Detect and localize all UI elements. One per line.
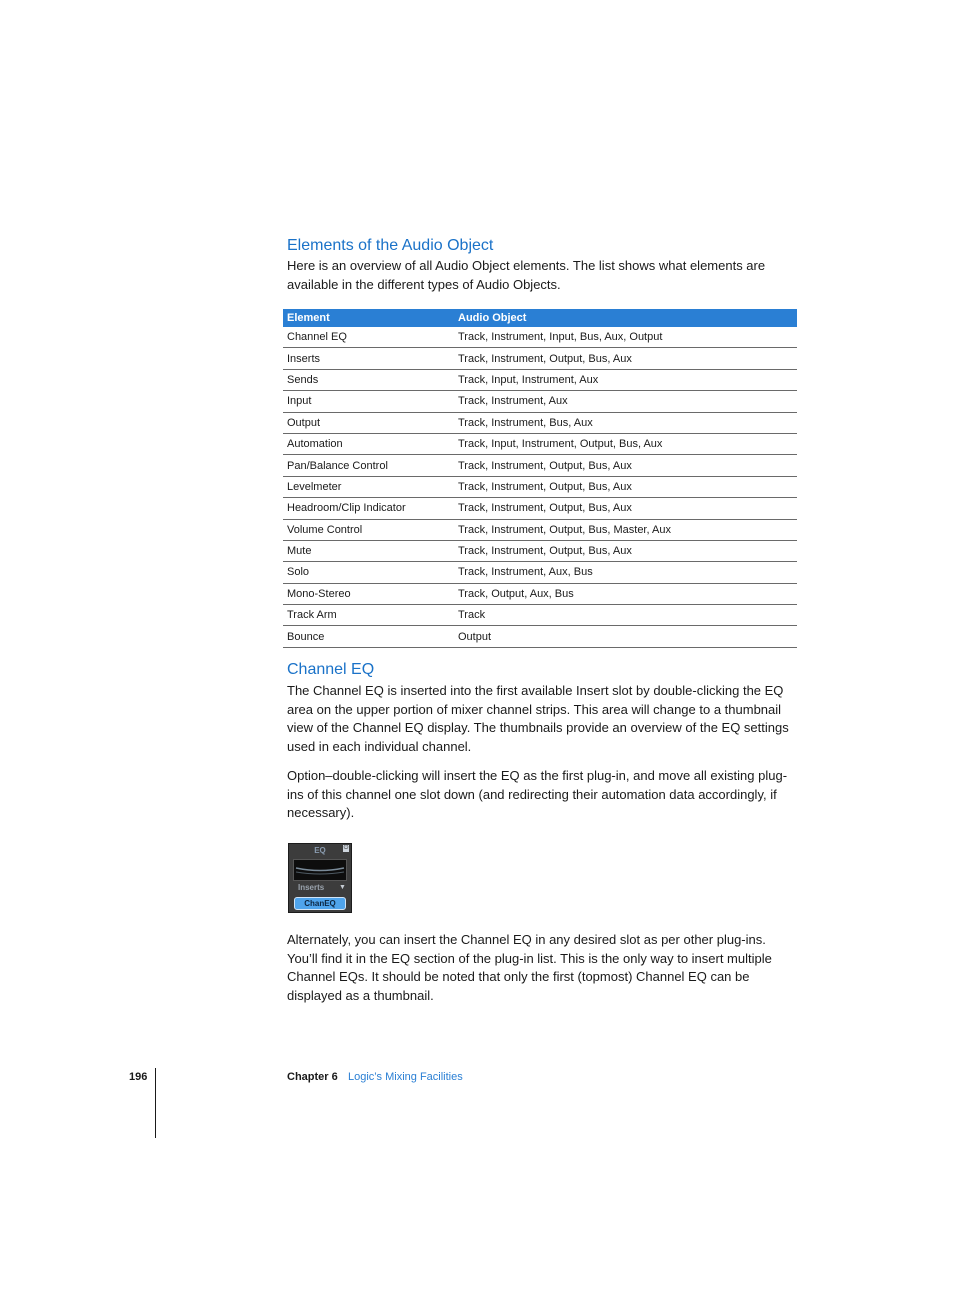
element-cell: Mute <box>283 540 454 561</box>
audio-object-cell: Output <box>454 626 797 647</box>
table-row <box>283 498 797 519</box>
column-header-element: Element <box>283 309 454 327</box>
table-row <box>283 369 797 390</box>
table-row <box>283 476 797 497</box>
audio-object-cell: Track, Output, Aux, Bus <box>454 583 797 604</box>
element-cell: Bounce <box>283 626 454 647</box>
element-cell: Output <box>283 412 454 433</box>
audio-object-cell: Track, Instrument, Aux, Bus <box>454 562 797 583</box>
table-row <box>283 562 797 583</box>
audio-object-cell: Track, Instrument, Output, Bus, Aux <box>454 455 797 476</box>
element-cell: Headroom/Clip Indicator <box>283 498 454 519</box>
elements-intro: Here is an overview of all Audio Object elements. The list shows what elements are available in the different types of Audio Objects. <box>287 258 766 292</box>
audio-object-cell: Track, Instrument, Aux <box>454 391 797 412</box>
eq-curve-icon <box>294 860 346 880</box>
audio-object-cell: Track, Input, Instrument, Output, Bus, Aux <box>454 433 797 454</box>
column-header-audio-object: Audio Object <box>454 309 797 327</box>
audio-object-cell: Track, Instrument, Input, Bus, Aux, Output <box>454 327 797 348</box>
audio-object-cell: Track, Instrument, Output, Bus, Aux <box>454 498 797 519</box>
footer-divider <box>155 1068 156 1138</box>
chevron-down-icon: ▼ <box>339 884 346 891</box>
audio-object-cell: Track, Instrument, Output, Bus, Master, Aux <box>454 519 797 540</box>
audio-object-cell: Track, Instrument, Output, Bus, Aux <box>454 348 797 369</box>
element-cell: Inserts <box>283 348 454 369</box>
element-cell: Track Arm <box>283 605 454 626</box>
channel-eq-paragraph-2: Option–double-clicking will insert the EQ as the first plug-in, and move all existing plug-ins of this channel one slot down (and redirecting their automation data accordingly, if necessary). <box>287 768 788 821</box>
table-row <box>283 540 797 561</box>
audio-object-cell: Track, Instrument, Output, Bus, Aux <box>454 476 797 497</box>
element-cell: Mono-Stereo <box>283 583 454 604</box>
table-row <box>283 412 797 433</box>
elements-heading: Elements of the Audio Object <box>287 237 494 254</box>
eq-curve-display <box>293 859 347 881</box>
element-cell: Volume Control <box>283 519 454 540</box>
element-cell: Solo <box>283 562 454 583</box>
table-row <box>283 626 797 647</box>
chan-eq-slot-button: ChanEQ <box>294 897 346 910</box>
table-row <box>283 348 797 369</box>
footer-chapter-label: Chapter 6 <box>287 1071 338 1083</box>
audio-object-cell: Track <box>454 605 797 626</box>
element-cell: Automation <box>283 433 454 454</box>
element-cell: Channel EQ <box>283 327 454 348</box>
element-cell: Input <box>283 391 454 412</box>
channel-eq-paragraph-1: The Channel EQ is inserted into the first available Insert slot by double-clicking the EQ area on the upper portion of mixer channel strips. This area will change to a thumbnail view of the Channel EQ display. The thumbnails provide an overview of the EQ settings used in each individual channel. <box>287 683 789 755</box>
inserts-label: Inserts <box>298 883 325 892</box>
audio-object-elements-table <box>283 309 797 648</box>
table-row <box>283 433 797 454</box>
footer-chapter-title-link[interactable]: Logic’s Mixing Facilities <box>348 1071 463 1083</box>
table-row <box>283 583 797 604</box>
audio-object-cell: Track, Instrument, Output, Bus, Aux <box>454 540 797 561</box>
table-row <box>283 327 797 348</box>
element-cell: Pan/Balance Control <box>283 455 454 476</box>
page-number: 196 <box>129 1071 148 1083</box>
power-icon: ⏻ <box>343 845 349 851</box>
channel-eq-heading: Channel EQ <box>287 661 375 678</box>
table-header-row <box>283 309 797 327</box>
channel-eq-paragraph-3: Alternately, you can insert the Channel EQ in any desired slot as per other plug-ins. You’ll find it in the EQ section of the plug-in list. This is the only way to insert multiple Channel EQs. It should be noted that only the first (topmost) Channel EQ can be displayed as a thumbnail. <box>287 932 772 1004</box>
eq-label: EQ <box>314 846 326 855</box>
audio-object-cell: Track, Input, Instrument, Aux <box>454 369 797 390</box>
table-row <box>283 455 797 476</box>
channel-eq-thumbnail-image <box>288 843 352 913</box>
audio-object-cell: Track, Instrument, Bus, Aux <box>454 412 797 433</box>
element-cell: Levelmeter <box>283 476 454 497</box>
table-row <box>283 391 797 412</box>
table-row <box>283 605 797 626</box>
element-cell: Sends <box>283 369 454 390</box>
table-row <box>283 519 797 540</box>
